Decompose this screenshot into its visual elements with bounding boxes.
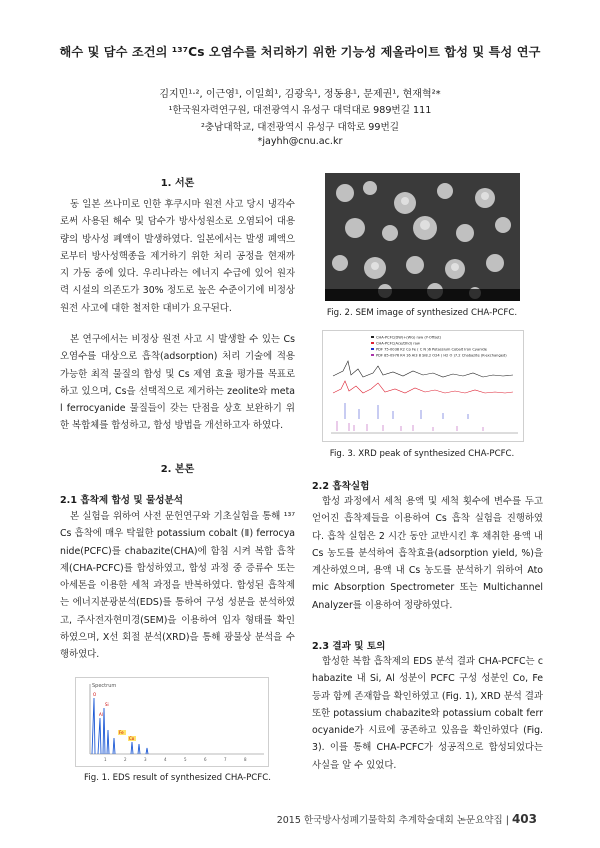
eds-element-label: Si — [105, 702, 109, 707]
svg-text:1: 1 — [104, 757, 107, 762]
footer-text: 2015 한국방사성폐기물학회 추계학술대회 논문요약집 — [276, 815, 503, 826]
subsection-heading-2-1: 2.1 흡착제 합성 및 물성분석 — [60, 495, 184, 506]
subsection-heading-2-2: 2.2 흡착실험 — [312, 481, 370, 492]
eds-element-label: Al — [99, 712, 103, 717]
svg-text:8: 8 — [244, 757, 247, 762]
page-footer: 2015 한국방사성폐기물학회 추계학술대회 논문요약집 | 403 — [276, 812, 537, 826]
eds-element-label: Fe — [119, 730, 124, 735]
affiliation-2: ²충남대학교, 대전광역시 유성구 대학로 99번길 — [200, 122, 400, 133]
subsection-2-3-paragraph: 합성한 복합 흡착제의 EDS 분석 결과 CHA-PCFC는 chabazite 내 Si, Al 성분이 PCFC 구성 성분인 Co, Fe 등과 함께 존재함을 확인하였고 (Fig. 1), XRD 분석 결과 또한 potassium chabazite와 potassium cobalt ferrocyanide가 시료에 공존하고 있음을 확인하였다 (Fig. 3). 이를 통해 CHA-PCFC가 성공적으로 합성되었다는 사실을 알 수 있었다. — [312, 656, 543, 771]
xrd-legend-entry: CHA-PCFC(DW)+(WG) raw (Y-Offset) — [376, 335, 442, 340]
subsection-2-2-paragraph: 합성 과정에서 세척 용액 및 세척 횟수에 변수를 두고 얻어진 흡착제들을 이용하여 Cs 흡착 실험을 진행하였다. 흡착 실험은 2 시간 동안 교반시킨 후 채취한 용액 내 Cs 농도를 분석하여 흡착효율(adsorption yield, %)을 계산하였으며, 용액 내 Cs 농도를 분석하기 위하여 Atomic Absorption Spectrometer 또는 Multichannel Analyzer를 이용하여 정량하였다. — [312, 496, 543, 611]
svg-text:2: 2 — [124, 757, 127, 762]
eds-spectrum-figure — [75, 677, 269, 767]
intro-paragraph-1: 동 일본 쓰나미로 인한 후쿠시마 원전 사고 당시 냉각수로써 사용된 해수 및 담수가 방사성원소로 오염되어 대용량의 방사성 폐액이 발생하였다. 일본에서는 발생 폐액으로부터 방사성핵종을 제거하기 위한 처리 공정을 현재까지 가동 중에 있다. 우리나라는 에너지 수급에 있어 원자력 시설의 의존도가 30% 정도로 높은 수준이기에 비정상 원전 사고에 대한 철저한 대비가 요구된다. — [60, 199, 295, 314]
eds-spectrum-label: Spectrum — [92, 683, 117, 689]
figure-2-caption: Fig. 2. SEM image of synthesized CHA-PCFC. — [326, 308, 518, 318]
eds-element-label: Co — [129, 736, 135, 741]
svg-text:3: 3 — [144, 757, 147, 762]
contact-email: *jayhh@cnu.ac.kr — [257, 136, 343, 147]
affiliation-1: ¹한국원자력연구원, 대전광역시 유성구 대덕대로 989번길 111 — [168, 105, 432, 116]
subsection-heading-2-3: 2.3 결과 및 토의 — [312, 641, 386, 652]
xrd-figure — [322, 330, 524, 442]
subsection-2-1-paragraph: 본 실험을 위하여 사전 문헌연구와 기초실험을 통해 ¹³⁷Cs 흡착에 매우 탁월한 potassium cobalt (Ⅱ) ferrocyanide(PCFC)를 chabazite(CHA)에 함침 시켜 복합 흡착제(CHA-PCFC)를 합성하였고, 합성 과정 중 증류수 또는 아세톤을 이용한 세척 과정을 반복하였다. 합성된 흡착제는 에너지분광분석(EDS)를 통하여 구성 성분을 분석하였고, 주사전자현미경(SEM)을 이용하여 입자 형태를 확인하였으며, X선 회절 분석(XRD)을 통해 광물상 분석을 수행하였다. — [60, 511, 295, 661]
figure-3-caption: Fig. 3. XRD peak of synthesized CHA-PCFC. — [329, 449, 515, 459]
svg-text:7: 7 — [224, 757, 227, 762]
figure-1-caption: Fig. 1. EDS result of synthesized CHA-PCFC. — [84, 773, 271, 783]
xrd-legend-entry: PDF 85-0976 K4 16 Al3 8 Si8.2 O24 ( H2 O )7.2 Chabazite (K-exchanged) — [376, 353, 507, 358]
section-heading-intro: 1. 서론 — [160, 178, 195, 189]
svg-text:6: 6 — [204, 757, 207, 762]
section-heading-body: 2. 본론 — [160, 464, 195, 475]
xrd-legend-entry: PDF 75-0038 K2 Co Fe ( C N )6 Potassium Cobalt Iron Cyanide — [376, 347, 487, 352]
paper-title: 해수 및 담수 조건의 ¹³⁷Cs 오염수를 처리하기 위한 기능성 제올라이트 합성 및 특성 연구 — [59, 45, 541, 59]
eds-element-label: O — [93, 692, 97, 697]
svg-text:5: 5 — [184, 757, 187, 762]
xrd-legend-entry: CHA-PCFC(Ace/Dhd) raw — [376, 341, 420, 346]
intro-paragraph-2: 본 연구에서는 비정상 원전 사고 시 발생할 수 있는 Cs 오염수를 대상으로 흡착(adsorption) 처리 기술에 적용 가능한 최적 물질의 합성 및 Cs 제염 효율 평가를 목표로 하고 있으며, Cs을 선택적으로 제거하는 zeolite와 metal ferrocyanide 물질들이 갖는 단점을 상호 보완하기 위한 복합체를 합성하고, 합성 방법을 개선하고자 하였다. — [60, 334, 295, 432]
svg-text:4: 4 — [164, 757, 167, 762]
sem-image — [325, 173, 520, 301]
page-number: 403 — [511, 812, 537, 826]
author-list: 김지민¹·², 이근영¹, 이일희¹, 김광욱¹, 정동용¹, 문제권¹, 현재혁²* — [159, 89, 441, 100]
